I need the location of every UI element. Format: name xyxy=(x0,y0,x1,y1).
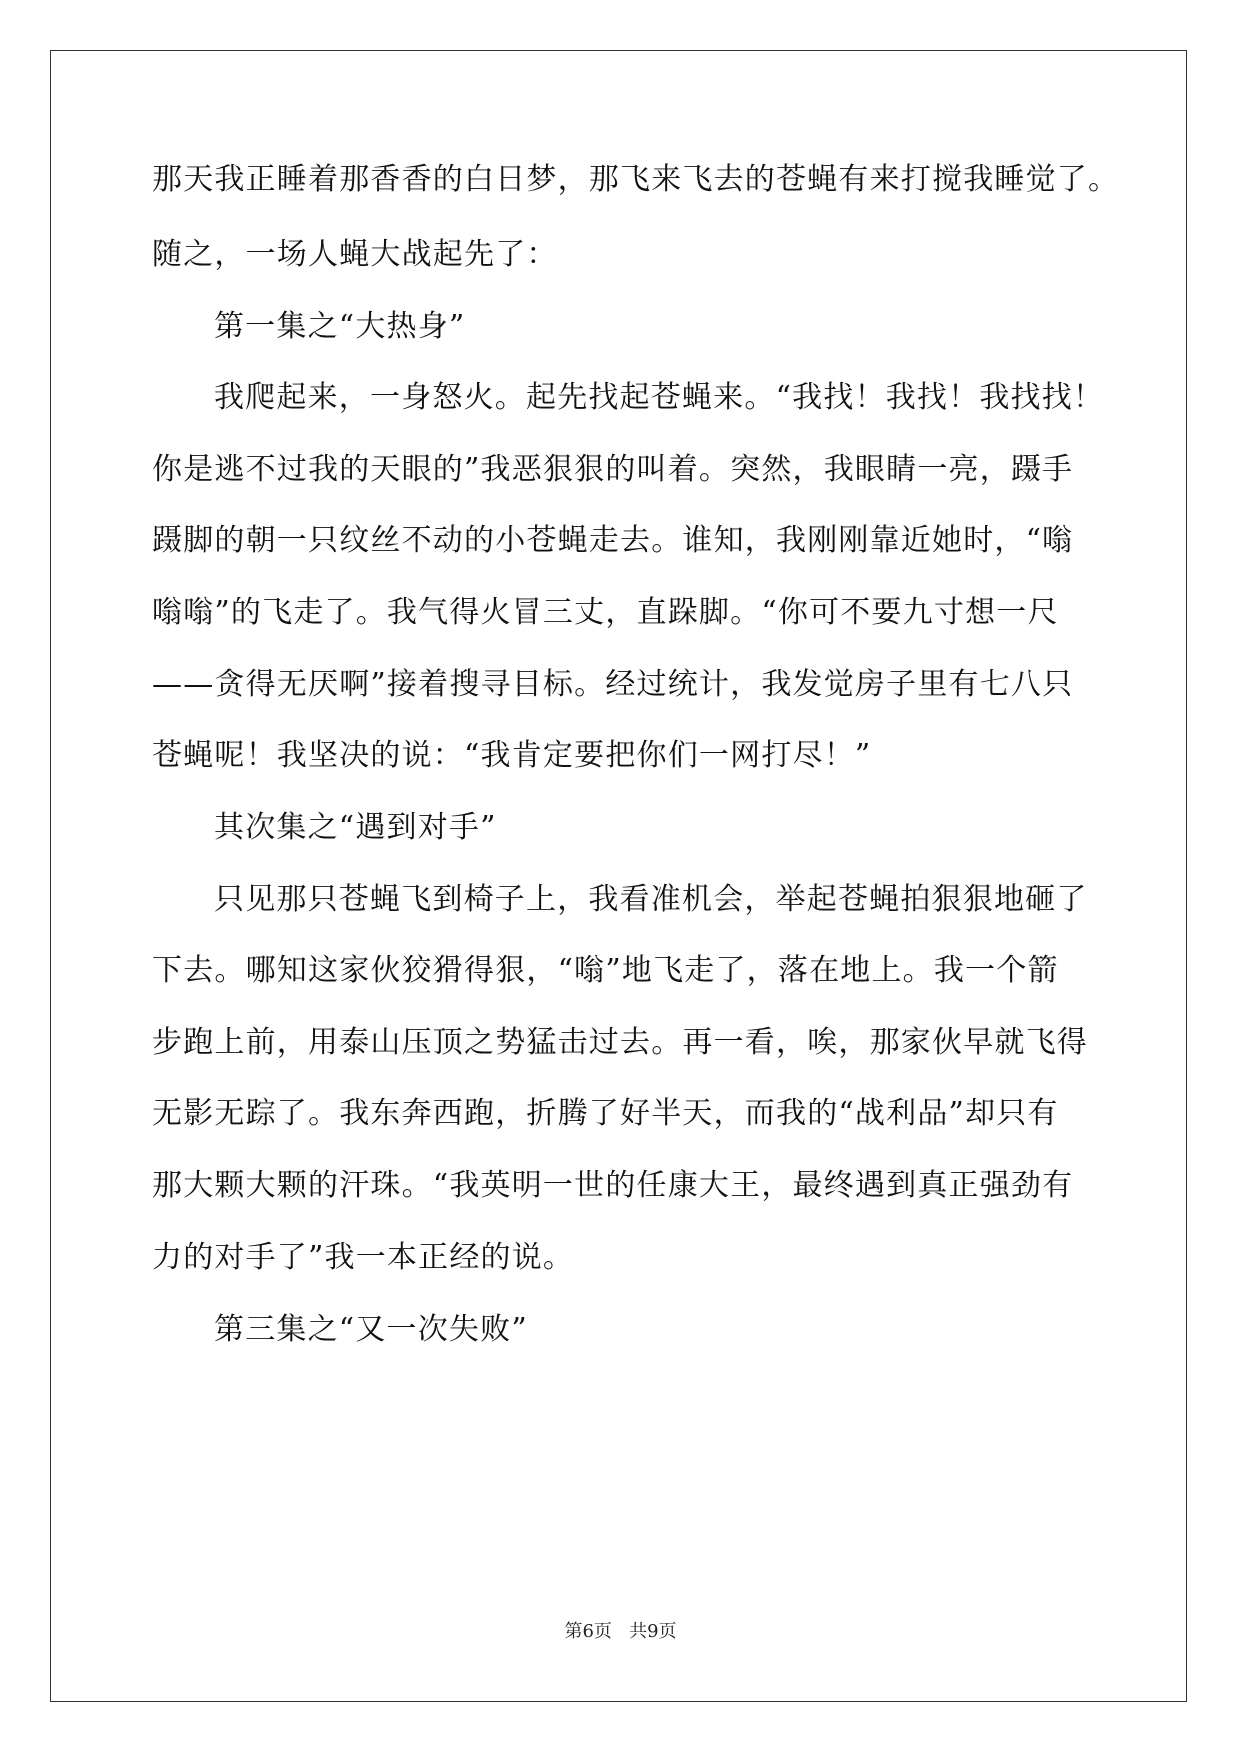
text-line-8: 苍蝇呢！我坚决的说：“我肯定要把你们一网打尽！” xyxy=(152,738,872,773)
section-heading-2: 其次集之“遇到对手” xyxy=(214,810,497,845)
page-border xyxy=(50,50,1187,1702)
page-footer xyxy=(0,1620,1241,1644)
text-line-6: 嗡嗡”的飞走了。我气得火冒三丈，直跺脚。“你可不要九寸想一尺 xyxy=(152,595,1059,630)
text-line-11: 步跑上前，用泰山压顶之势猛击过去。再一看，唉，那家伙早就飞得 xyxy=(152,1025,1088,1060)
text-line-7: ——贪得无厌啊”接着搜寻目标。经过统计，我发觉房子里有七八只 xyxy=(152,667,1074,702)
section-heading-1: 第一集之“大热身” xyxy=(214,309,466,344)
text-line-1: 那天我正睡着那香香的白日梦，那飞来飞去的苍蝇有来打搅我睡觉了。 xyxy=(152,162,1120,197)
text-line-10: 下去。哪知这家伙狡猾得狠，“嗡”地飞走了，落在地上。我一个箭 xyxy=(152,953,1059,988)
text-line-3: 我爬起来，一身怒火。起先找起苍蝇来。“我找！我找！我找找！ xyxy=(214,380,1105,415)
text-line-12: 无影无踪了。我东奔西跑，折腾了好半天，而我的“战利品”却只有 xyxy=(152,1096,1059,1131)
section-heading-3: 第三集之“又一次失败” xyxy=(214,1312,528,1347)
text-line-13: 那大颗大颗的汗珠。“我英明一世的任康大王，最终遇到真正强劲有 xyxy=(152,1168,1074,1203)
text-line-4: 你是逃不过我的天眼的”我恶狠狠的叫着。突然，我眼睛一亮，蹑手 xyxy=(152,452,1074,487)
text-line-9: 只见那只苍蝇飞到椅子上，我看准机会，举起苍蝇拍狠狠地砸了 xyxy=(214,882,1088,917)
text-line-14: 力的对手了”我一本正经的说。 xyxy=(152,1240,575,1275)
text-line-2: 随之，一场人蝇大战起先了： xyxy=(152,237,558,272)
page-number: 第6页 共9页 xyxy=(564,1621,677,1642)
text-line-5: 蹑脚的朝一只纹丝不动的小苍蝇走去。谁知，我刚刚靠近她时，“嗡 xyxy=(152,523,1074,558)
